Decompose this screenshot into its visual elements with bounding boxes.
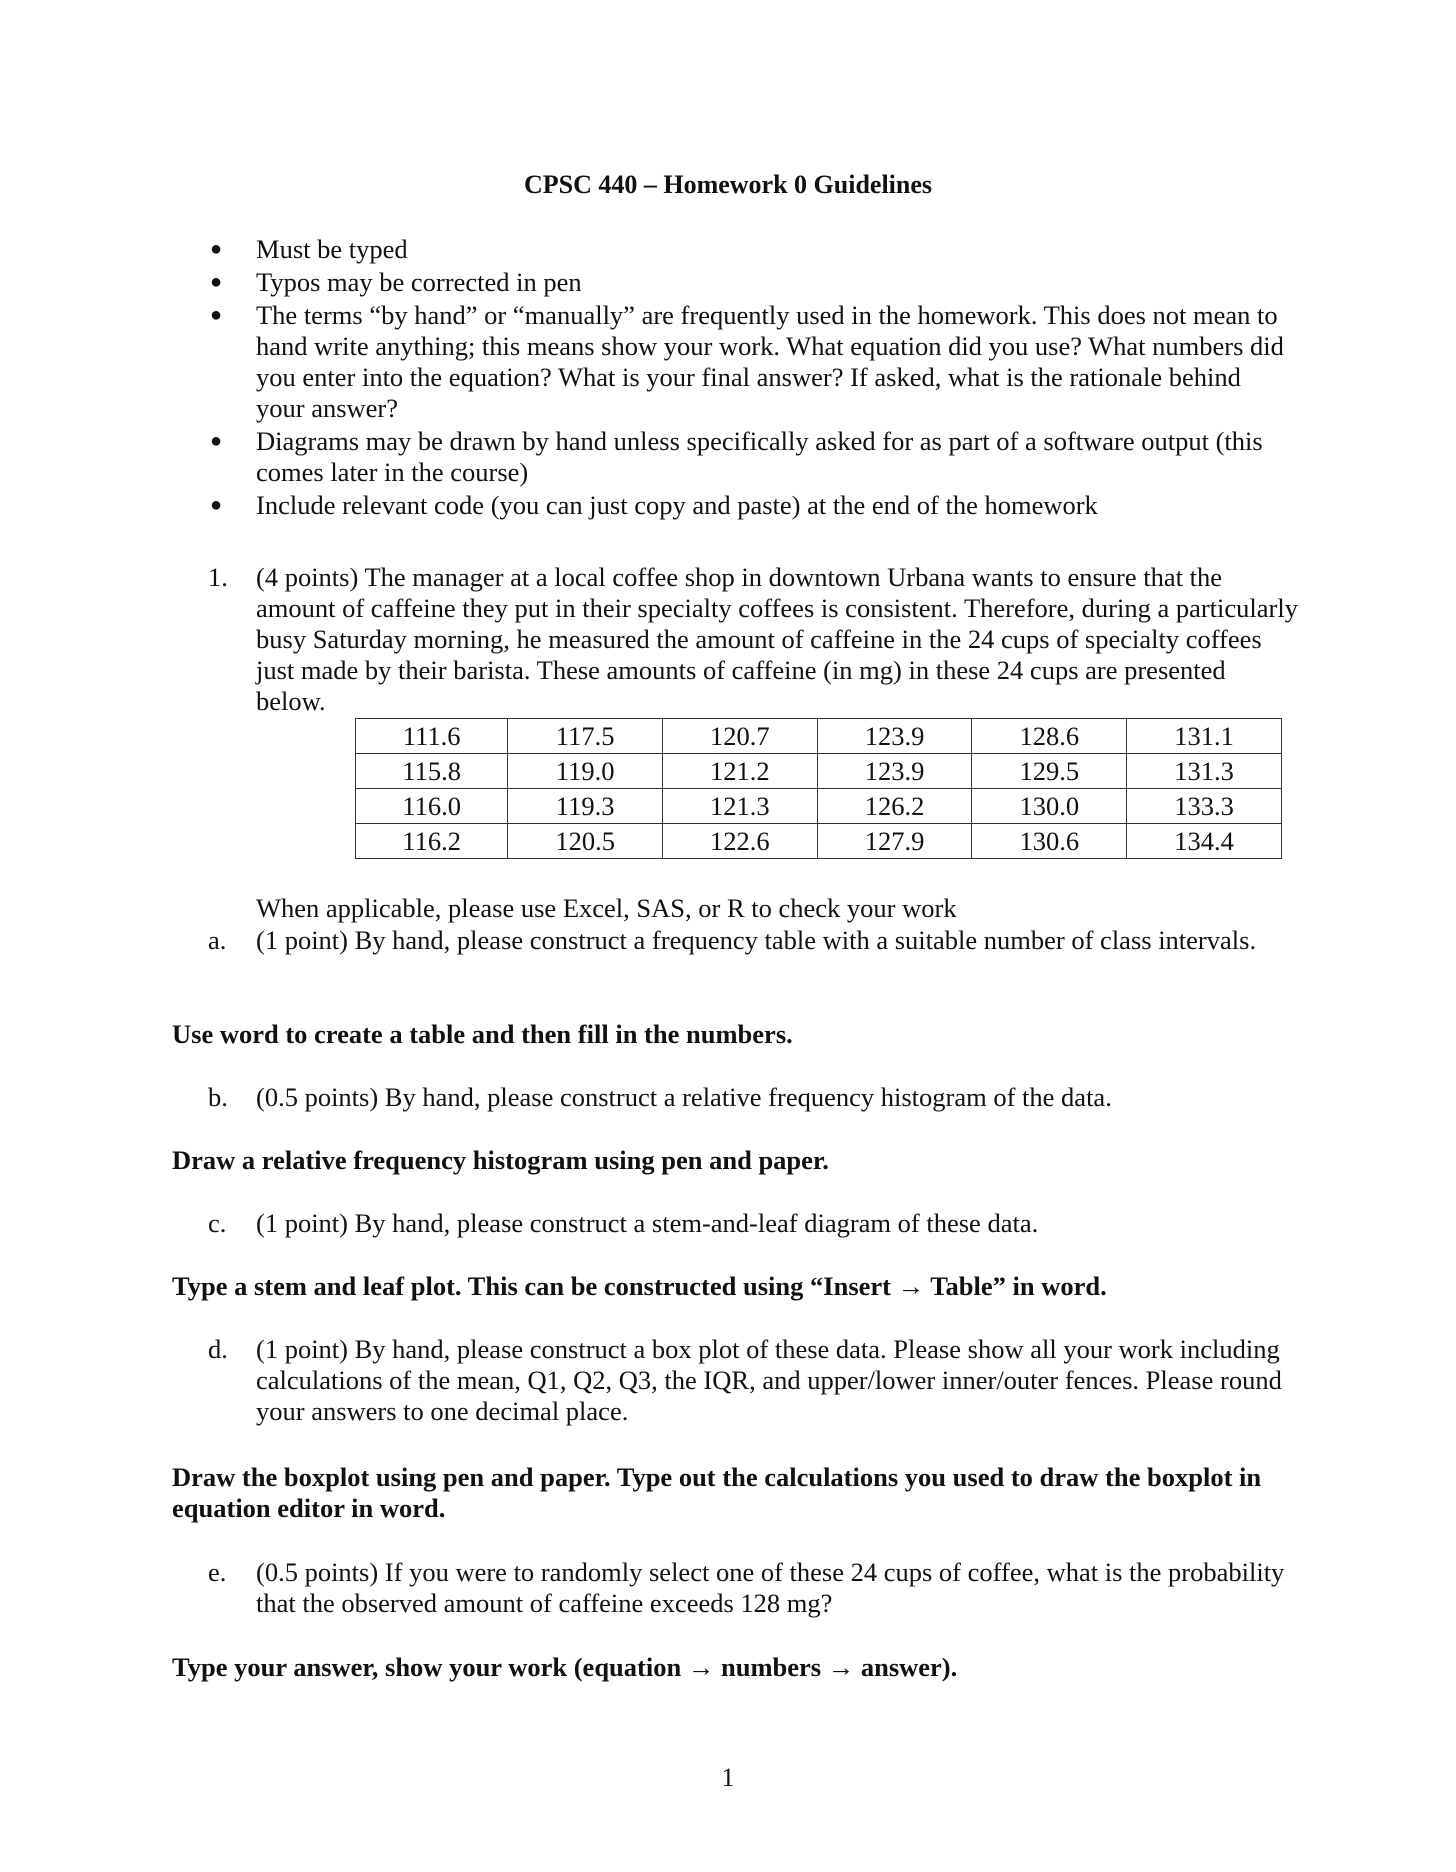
table-cell: 127.9 — [817, 824, 972, 859]
part-label: b. — [208, 1082, 228, 1112]
part-label: a. — [208, 925, 227, 955]
guideline-text: Typos may be corrected in pen — [256, 267, 582, 297]
guidelines-list — [208, 234, 1288, 522]
table-cell: 131.3 — [1127, 754, 1282, 789]
table-cell: 133.3 — [1127, 789, 1282, 824]
question-1 — [208, 562, 1298, 717]
table-cell: 130.6 — [972, 824, 1127, 859]
table-row — [356, 789, 1282, 824]
part-d — [208, 1334, 1298, 1427]
table-cell: 121.2 — [663, 754, 818, 789]
part-text: (1 point) By hand, please construct a stem-and-leaf diagram of these data. — [256, 1208, 1039, 1238]
part-a — [208, 925, 1298, 956]
part-text: (1 point) By hand, please construct a frequency table with a suitable number of class intervals. — [256, 925, 1257, 955]
guideline-item — [208, 234, 1288, 265]
table-cell: 117.5 — [508, 719, 663, 754]
table-cell: 122.6 — [663, 824, 818, 859]
guideline-text: Must be typed — [256, 234, 408, 264]
table-cell: 130.0 — [972, 789, 1127, 824]
part-c-instruction: Type a stem and leaf plot. This can be constructed using “Insert → Table” in word. — [172, 1271, 1107, 1301]
part-text: (0.5 points) If you were to randomly select one of these 24 cups of coffee, what is the probability that the observed amount of caffeine exceeds 128 mg? — [256, 1557, 1285, 1618]
part-label: d. — [208, 1334, 228, 1364]
guideline-item — [208, 300, 1288, 424]
guideline-text: The terms “by hand” or “manually” are frequently used in the homework. This does not mean to hand write anything; this means show your work. What equation did you use? What numbers did you enter into the equation? What is your final answer? If asked, what is the rationale behind your answer? — [256, 300, 1284, 423]
bullet-icon: ● — [210, 494, 223, 516]
software-note: When applicable, please use Excel, SAS, or R to check your work — [256, 893, 957, 923]
bullet-icon: ● — [210, 271, 223, 293]
part-text: (0.5 points) By hand, please construct a relative frequency histogram of the data. — [256, 1082, 1112, 1112]
table-cell: 123.9 — [817, 719, 972, 754]
table-cell: 134.4 — [1127, 824, 1282, 859]
table-row — [356, 754, 1282, 789]
question-number: 1. — [208, 562, 228, 592]
table-cell: 129.5 — [972, 754, 1127, 789]
part-a-instruction: Use word to create a table and then fill in the numbers. — [172, 1019, 793, 1049]
part-d-instruction: Draw the boxplot using pen and paper. Type out the calculations you used to draw the boxplot in equation editor in word. — [172, 1462, 1262, 1523]
bullet-icon: ● — [210, 238, 223, 260]
table-cell: 121.3 — [663, 789, 818, 824]
guideline-item — [208, 426, 1288, 488]
table-cell: 120.7 — [663, 719, 818, 754]
guideline-text: Diagrams may be drawn by hand unless specifically asked for as part of a software output (this comes later in the course) — [256, 426, 1263, 487]
table-cell: 119.0 — [508, 754, 663, 789]
question-text: (4 points) The manager at a local coffee shop in downtown Urbana wants to ensure that the amount of caffeine they put in their specialty coffees is consistent. Therefore, during a particularly busy Saturday morning, he measured the amount of caffeine in the 24 cups of specialty coffees just made by their barista. These amounts of caffeine (in mg) in these 24 cups are presented below. — [256, 562, 1298, 716]
table-cell: 128.6 — [972, 719, 1127, 754]
part-e-instruction: Type your answer, show your work (equation → numbers → answer). — [172, 1652, 958, 1682]
guideline-text: Include relevant code (you can just copy and paste) at the end of the homework — [256, 490, 1098, 520]
part-label: c. — [208, 1208, 227, 1238]
part-label: e. — [208, 1557, 227, 1587]
table-cell: 115.8 — [356, 754, 508, 789]
table-row — [356, 824, 1282, 859]
caffeine-data-table — [355, 718, 1282, 859]
table-cell: 116.2 — [356, 824, 508, 859]
table-cell: 120.5 — [508, 824, 663, 859]
part-b — [208, 1082, 1298, 1113]
part-text: (1 point) By hand, please construct a box plot of these data. Please show all your work including calculations of the mean, Q1, Q2, Q3, the IQR, and upper/lower inner/outer fences. Please round your answers to one decimal place. — [256, 1334, 1282, 1426]
table-cell: 126.2 — [817, 789, 972, 824]
bullet-icon: ● — [210, 430, 223, 452]
part-c — [208, 1208, 1298, 1239]
table-cell: 116.0 — [356, 789, 508, 824]
page-title: CPSC 440 – Homework 0 Guidelines — [523, 170, 933, 199]
bullet-icon: ● — [210, 304, 223, 326]
guideline-item — [208, 267, 1288, 298]
table-cell: 123.9 — [817, 754, 972, 789]
guideline-item — [208, 490, 1288, 521]
part-e — [208, 1557, 1298, 1619]
page-number: 1 — [721, 1763, 735, 1792]
table-cell: 131.1 — [1127, 719, 1282, 754]
table-cell: 119.3 — [508, 789, 663, 824]
table-cell: 111.6 — [356, 719, 508, 754]
part-b-instruction: Draw a relative frequency histogram using pen and paper. — [172, 1145, 829, 1175]
table-row — [356, 719, 1282, 754]
